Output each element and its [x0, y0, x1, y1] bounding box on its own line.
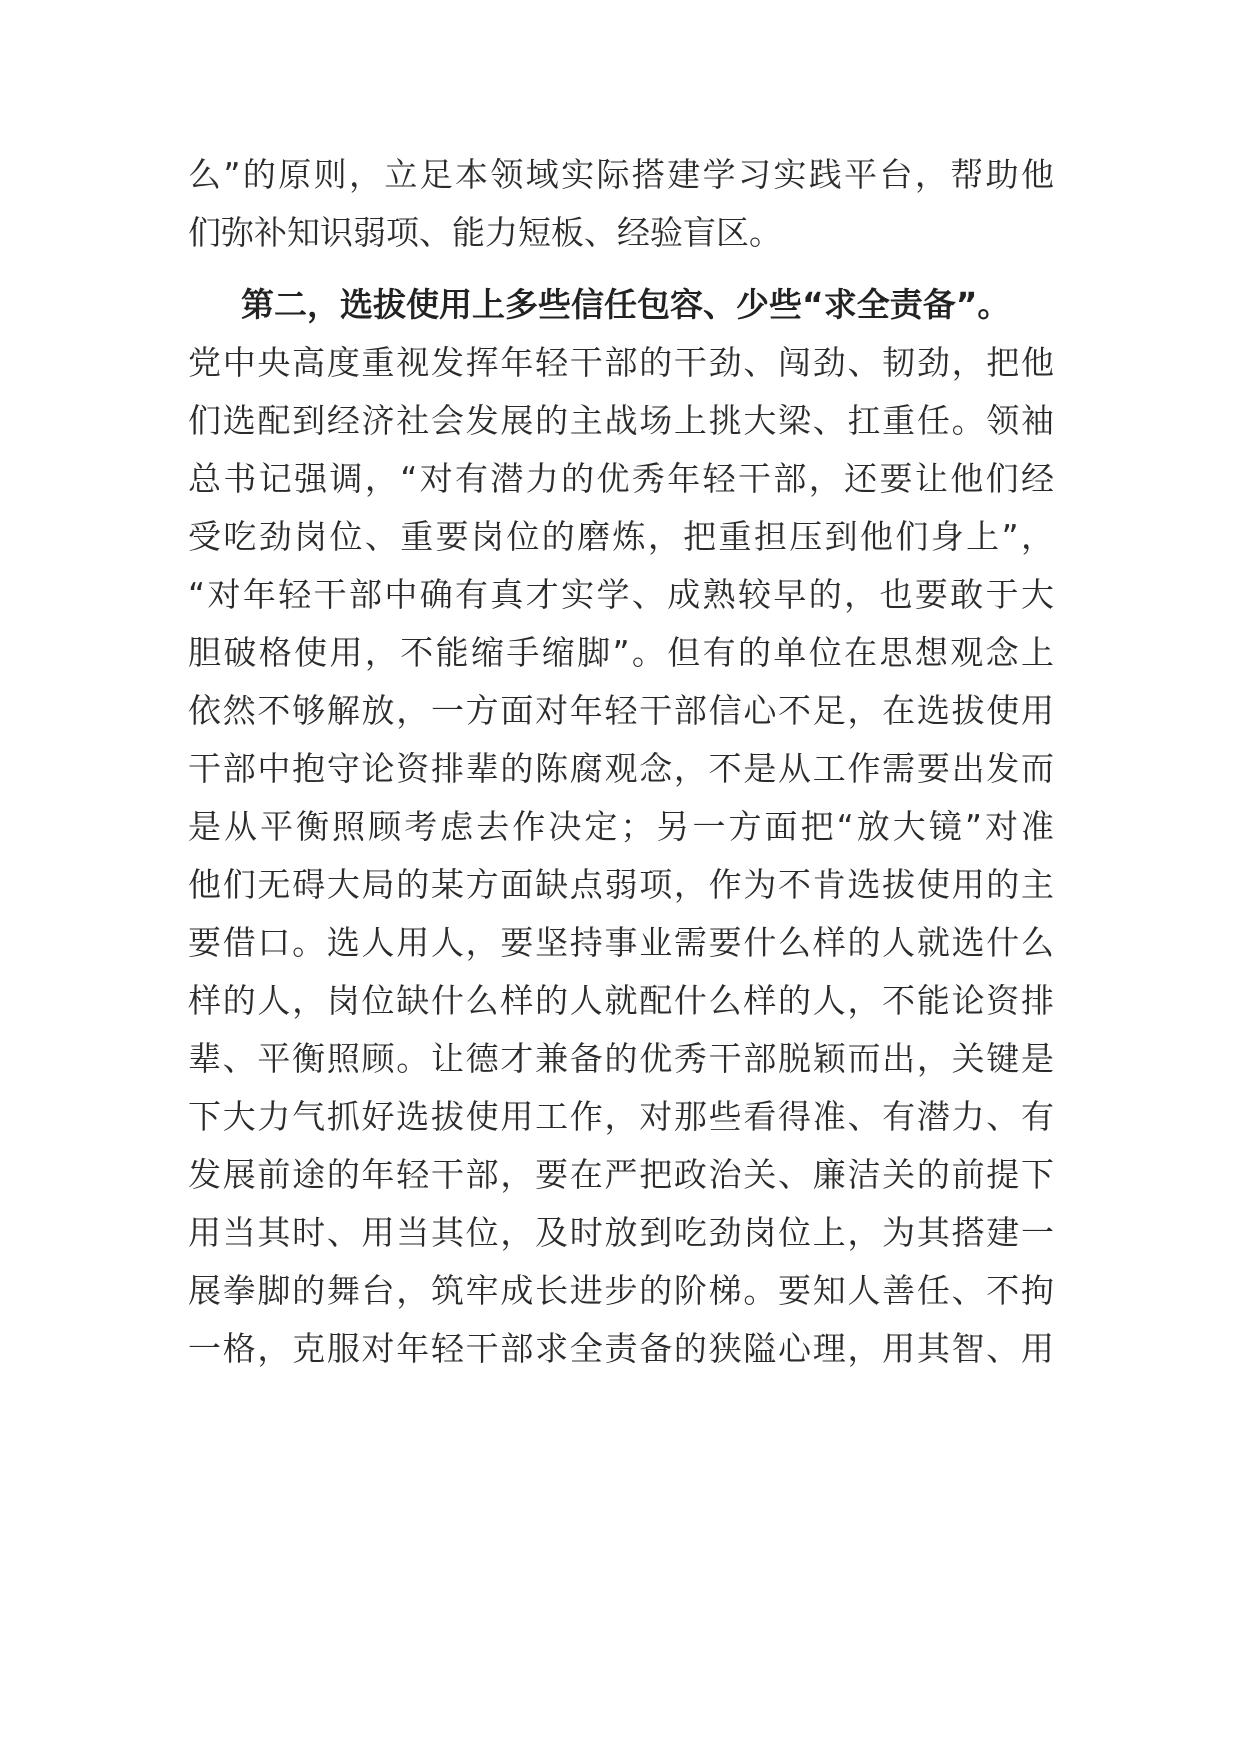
text-line: 党中央高度重视发挥年轻干部的干劲、闯劲、韧劲，把他: [188, 343, 1054, 382]
text-line: 辈、平衡照顾。让德才兼备的优秀干部脱颖而出，关键是: [188, 1039, 1054, 1078]
text-line: 下大力气抓好选拔使用工作，对那些看得准、有潜力、有: [188, 1097, 1054, 1136]
text-line: 样的人，岗位缺什么样的人就配什么样的人，不能论资排: [188, 981, 1054, 1020]
text-line: 他们无碍大局的某方面缺点弱项，作为不肯选拔使用的主: [188, 865, 1054, 904]
text-line: 胆破格使用，不能缩手缩脚”。但有的单位在思想观念上: [188, 633, 1054, 672]
text-line: 展拳脚的舞台，筑牢成长进步的阶梯。要知人善任、不拘: [188, 1271, 1054, 1310]
text-line: 用当其时、用当其位，及时放到吃劲岗位上，为其搭建一: [188, 1213, 1054, 1252]
text-line: 受吃劲岗位、重要岗位的磨炼，把重担压到他们身上”，: [188, 517, 1054, 556]
text-line: “对年轻干部中确有真才实学、成熟较早的，也要敢于大: [188, 575, 1054, 614]
text-line: 们选配到经济社会发展的主战场上挑大梁、扛重任。领袖: [188, 401, 1054, 440]
text-line: 么”的原则，立足本领域实际搭建学习实践平台，帮助他: [188, 155, 1054, 194]
section-heading: 第二，选拔使用上多些信任包容、少些“求全责备”。: [241, 285, 1011, 324]
text-line: 干部中抱守论资排辈的陈腐观念，不是从工作需要出发而: [188, 749, 1054, 788]
text-line: 是从平衡照顾考虑去作决定；另一方面把“放大镜”对准: [188, 807, 1054, 846]
text-line: 发展前途的年轻干部，要在严把政治关、廉洁关的前提下: [188, 1155, 1054, 1194]
text-line: 依然不够解放，一方面对年轻干部信心不足，在选拔使用: [188, 691, 1054, 730]
text-line: 们弥补知识弱项、能力短板、经验盲区。: [188, 213, 782, 252]
text-line: 要借口。选人用人，要坚持事业需要什么样的人就选什么: [188, 923, 1054, 962]
text-line: 总书记强调，“对有潜力的优秀年轻干部，还要让他们经: [188, 459, 1054, 498]
text-line: 一格，克服对年轻干部求全责备的狭隘心理，用其智、用: [188, 1329, 1054, 1368]
